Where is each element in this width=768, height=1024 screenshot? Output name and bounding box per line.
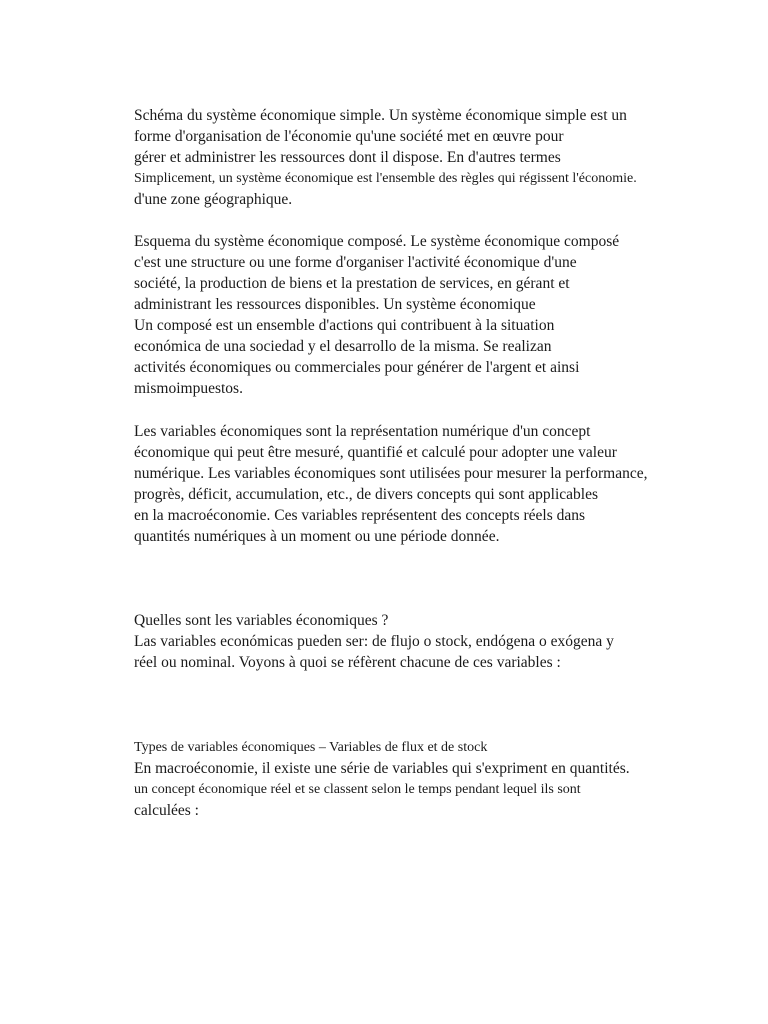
text-line: économique qui peut être mesuré, quantifié et calculé pour adopter une valeur bbox=[134, 444, 617, 461]
paragraph-simple-economic-system bbox=[134, 105, 754, 210]
paragraph-variable-types bbox=[134, 737, 754, 821]
text-line: Esquema du système économique composé. Le système économique composé bbox=[134, 233, 620, 250]
paragraph-economic-variables-definition bbox=[134, 421, 754, 547]
paragraph-composed-economic-system bbox=[134, 231, 754, 399]
text-line: forme d'organisation de l'économie qu'une société met en œuvre pour bbox=[134, 128, 564, 145]
text-line: gérer et administrer les ressources dont il dispose. En d'autres termes bbox=[134, 149, 561, 166]
text-line: Simplicement, un système économique est l'ensemble des règles qui régissent l'économie. bbox=[134, 171, 637, 186]
section-heading: Quelles sont les variables économiques ? bbox=[134, 612, 389, 629]
text-line: Schéma du système économique simple. Un système économique simple est un bbox=[134, 107, 627, 124]
text-line: quantités numériques à un moment ou une période donnée. bbox=[134, 528, 500, 545]
section-heading: Types de variables économiques – Variables de flux et de stock bbox=[134, 740, 488, 755]
paragraph-what-are-variables bbox=[134, 610, 754, 673]
text-line: société, la production de biens et la prestation de services, en gérant et bbox=[134, 275, 570, 292]
text-line: En macroéconomie, il existe une série de variables qui s'expriment en quantités. bbox=[134, 760, 630, 777]
text-line: réel ou nominal. Voyons à quoi se réfèrent chacune de ces variables : bbox=[134, 654, 561, 671]
text-line: progrès, déficit, accumulation, etc., de divers concepts qui sont applicables bbox=[134, 486, 598, 503]
text-line: calculées : bbox=[134, 802, 199, 819]
text-line: numérique. Les variables économiques sont utilisées pour mesurer la performance, bbox=[134, 465, 648, 482]
text-line: económica de una sociedad y el desarrollo de la misma. Se realizan bbox=[134, 338, 552, 355]
text-line: administrant les ressources disponibles. Un système économique bbox=[134, 296, 536, 313]
text-line: d'une zone géographique. bbox=[134, 191, 293, 208]
text-line: Les variables économiques sont la représentation numérique d'un concept bbox=[134, 423, 591, 440]
text-line: en la macroéconomie. Ces variables représentent des concepts réels dans bbox=[134, 507, 586, 524]
text-line: un concept économique réel et se classent selon le temps pendant lequel ils sont bbox=[134, 782, 581, 797]
text-line: c'est une structure ou une forme d'organiser l'activité économique d'une bbox=[134, 254, 577, 271]
text-line: Un composé est un ensemble d'actions qui contribuent à la situation bbox=[134, 317, 555, 334]
text-line: activités économiques ou commerciales pour générer de l'argent et ainsi bbox=[134, 359, 580, 376]
text-line: mismoimpuestos. bbox=[134, 380, 243, 397]
text-line: Las variables económicas pueden ser: de flujo o stock, endógena o exógena y bbox=[134, 633, 614, 650]
